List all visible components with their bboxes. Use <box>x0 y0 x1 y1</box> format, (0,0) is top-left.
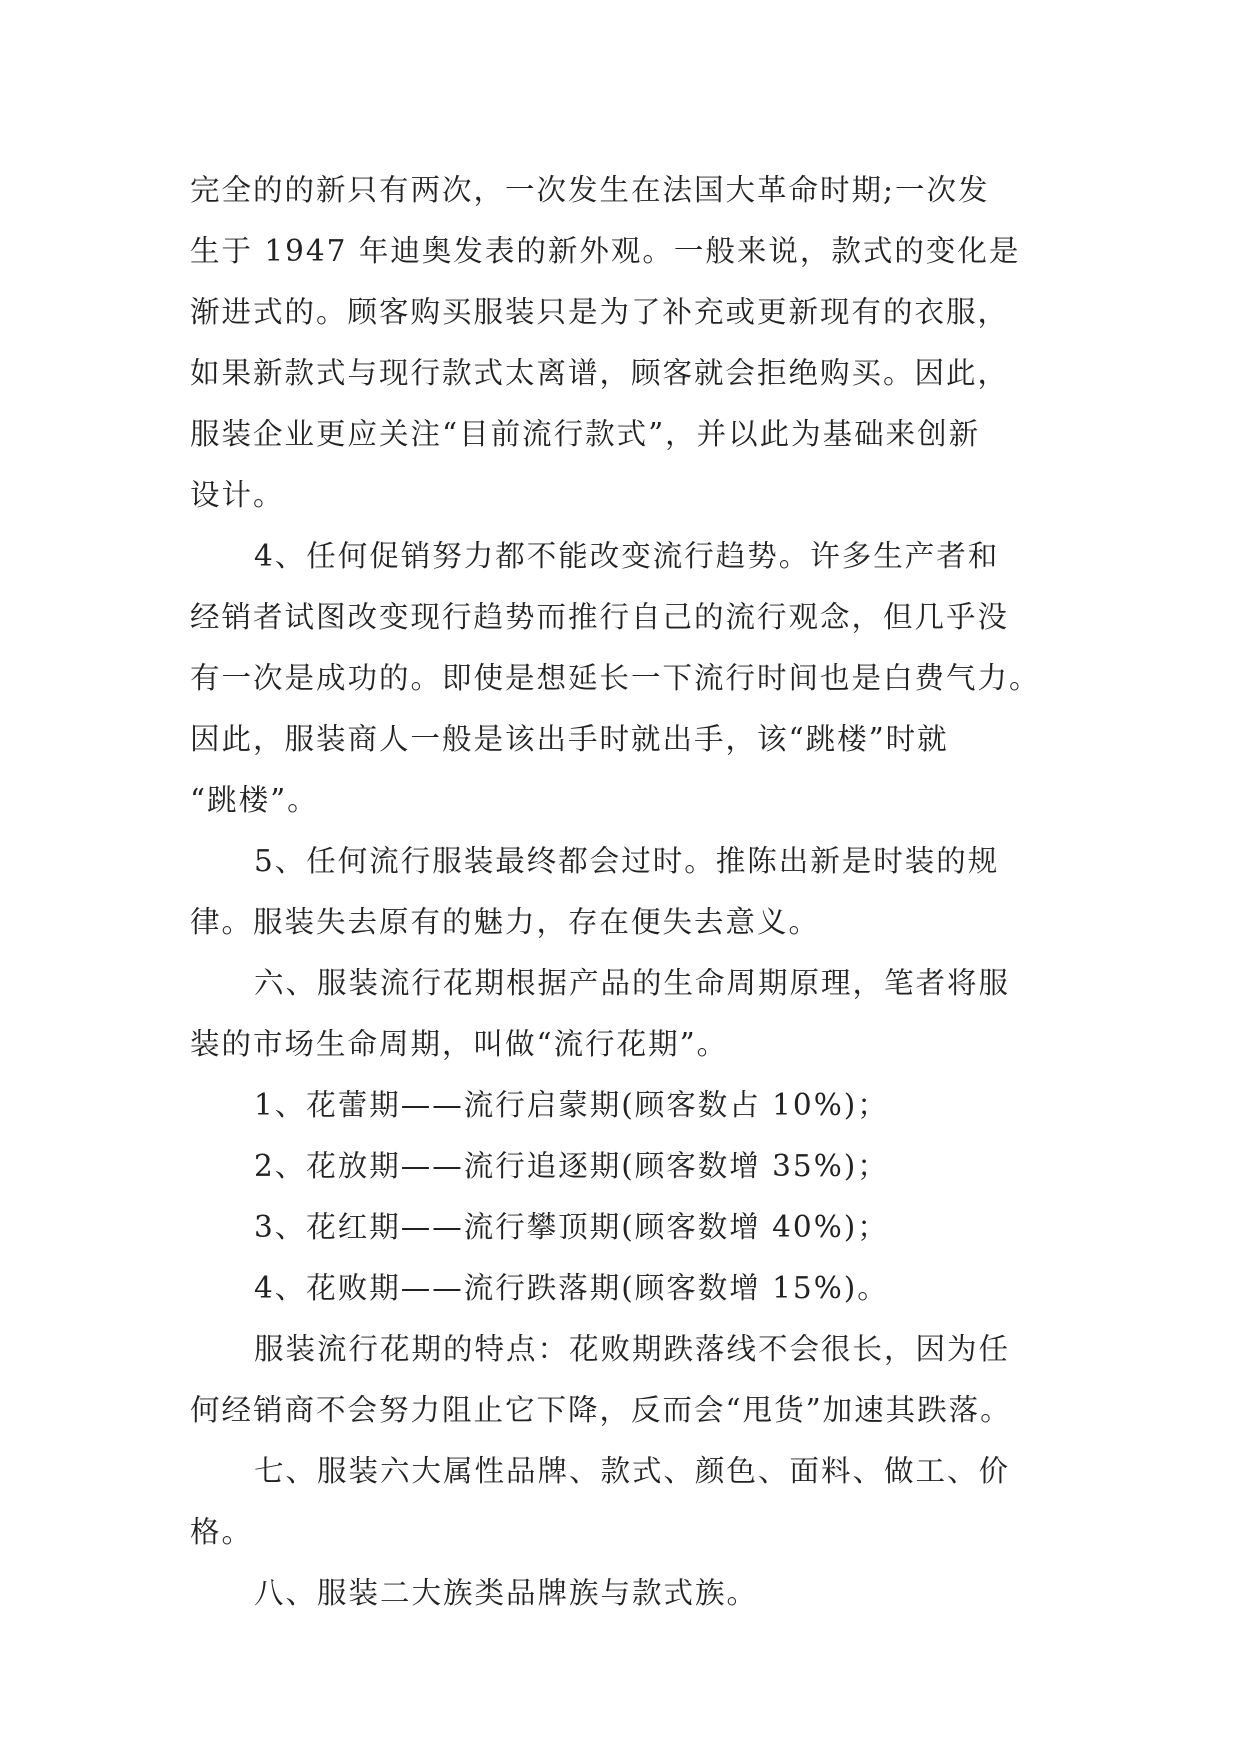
text-line: 如果新款式与现行款式太离谱，顾客就会拒绝购买。因此， <box>190 356 1010 390</box>
list-item: 3、花红期——流行攀顶期(顾客数增 40%)； <box>254 1210 889 1244</box>
section-heading-line: 六、服装流行花期根据产品的生命周期原理，笔者将服 <box>254 966 1011 1000</box>
text-line: 律。服装失去原有的魅力，存在便失去意义。 <box>190 905 821 939</box>
text-line: 生于 1947 年迪奥发表的新外观。一般来说，款式的变化是 <box>190 234 1021 268</box>
list-item: 2、花放期——流行追逐期(顾客数增 35%)； <box>254 1149 889 1183</box>
paragraph-start-line: 服装流行花期的特点：花败期跌落线不会很长，因为任 <box>254 1332 1011 1366</box>
paragraph-start-line: 5、任何流行服装最终都会过时。推陈出新是时装的规 <box>254 844 1000 878</box>
text-line: 因此，服装商人一般是该出手时就出手，该“跳楼”时就 <box>190 722 949 756</box>
text-line: 渐进式的。顾客购买服装只是为了补充或更新现有的衣服， <box>190 295 1010 329</box>
text-line: 装的市场生命周期，叫做“流行花期”。 <box>190 1027 729 1061</box>
text-line: 设计。 <box>190 478 285 512</box>
text-line: 完全的的新只有两次，一次发生在法国大革命时期;一次发 <box>190 173 990 207</box>
list-item: 1、花蕾期——流行启蒙期(顾客数占 10%)； <box>254 1088 889 1122</box>
text-line: 服装企业更应关注“目前流行款式”，并以此为基础来创新 <box>190 417 981 451</box>
text-line: 有一次是成功的。即使是想延长一下流行时间也是白费气力。 <box>190 661 1041 695</box>
text-line: “跳楼”。 <box>190 783 319 817</box>
text-line: 经销者试图改变现行趋势而推行自己的流行观念，但几乎没 <box>190 600 1010 634</box>
paragraph-start-line: 4、任何促销努力都不能改变流行趋势。许多生产者和 <box>254 539 1000 573</box>
section-heading-line: 七、服装六大属性品牌、款式、颜色、面料、做工、价 <box>254 1454 1011 1488</box>
list-item: 4、花败期——流行跌落期(顾客数增 15%)。 <box>254 1271 889 1305</box>
text-line: 何经销商不会努力阻止它下降，反而会“甩货”加速其跌落。 <box>190 1393 1012 1427</box>
section-heading-line: 八、服装二大族类品牌族与款式族。 <box>254 1576 759 1610</box>
body-text <box>190 160 1070 1624</box>
text-line: 格。 <box>190 1515 254 1549</box>
